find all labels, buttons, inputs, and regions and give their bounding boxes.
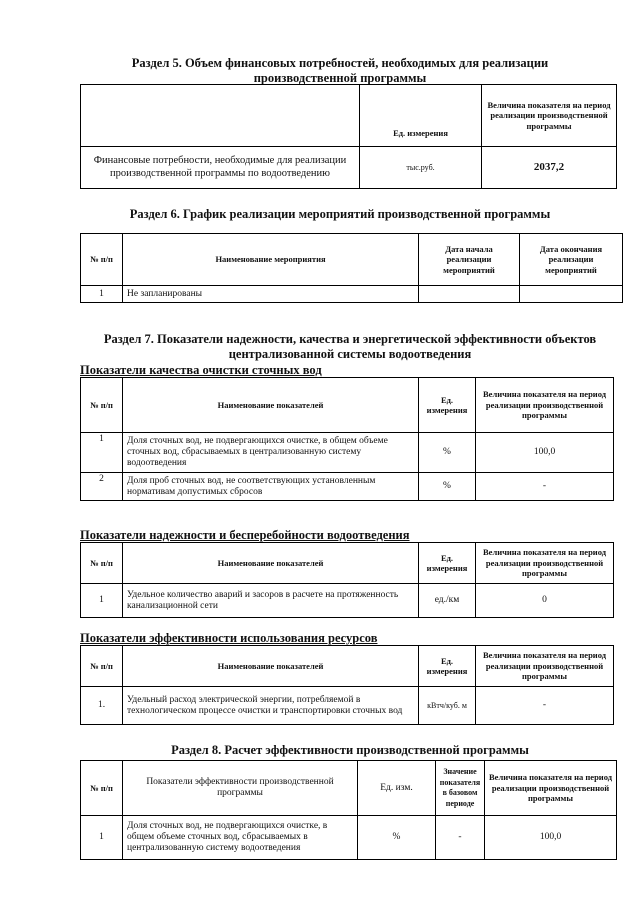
row-unit: ед./км bbox=[419, 584, 476, 618]
reliability-subtitle: Показатели надежности и бесперебойности водоотведения bbox=[80, 528, 410, 542]
row-value: 0 bbox=[476, 584, 614, 618]
financial-needs-table bbox=[80, 84, 617, 189]
row-unit: % bbox=[419, 473, 476, 501]
row-base: - bbox=[436, 816, 485, 860]
efficiency-calc-table bbox=[80, 760, 617, 860]
col-name-header: Наименование показателей bbox=[123, 543, 419, 584]
row-unit: кВтч/куб. м bbox=[419, 687, 476, 725]
col-value-header: Величина показателя на период реализации производственной программы bbox=[476, 378, 614, 433]
schedule-row-name: Не запланированы bbox=[123, 286, 419, 303]
col-value-header: Величина показателя на период реализации производственной программы bbox=[482, 85, 617, 147]
quality-subtitle: Показатели качества очистки сточных вод bbox=[80, 363, 322, 377]
financial-needs-name: Финансовые потребности, необходимые для реализации производственной программы по водоотведению bbox=[81, 147, 360, 189]
schedule-row-end bbox=[520, 286, 623, 303]
col-name-header: Наименование показателей bbox=[123, 378, 419, 433]
section-6-title: Раздел 6. График реализации мероприятий производственной программы bbox=[129, 207, 551, 221]
schedule-row-start bbox=[419, 286, 520, 303]
table-row bbox=[81, 687, 614, 725]
section-7-title bbox=[80, 332, 620, 362]
row-num: 1 bbox=[81, 584, 123, 618]
section-5-title bbox=[60, 56, 620, 86]
col-value-header: Величина показателя на период реализации производственной программы bbox=[476, 543, 614, 584]
col-name-header: Показатели эффективности производственной программы bbox=[123, 761, 358, 816]
col-name-header: Наименование показателей bbox=[123, 646, 419, 687]
financial-needs-value: 2037,2 bbox=[482, 147, 617, 189]
col-unit-header: Ед. измерения bbox=[419, 543, 476, 584]
col-unit-header: Ед. изм. bbox=[358, 761, 436, 816]
col-value-header: Величина показателя на период реализации производственной программы bbox=[485, 761, 617, 816]
col-value-header: Величина показателя на период реализации производственной программы bbox=[476, 646, 614, 687]
row-value: 100,0 bbox=[476, 433, 614, 473]
table-row bbox=[81, 584, 614, 618]
col-start-header: Дата начала реализации мероприятий bbox=[419, 234, 520, 286]
header-empty-cell bbox=[81, 85, 360, 147]
financial-needs-unit: тыс.руб. bbox=[360, 147, 482, 189]
row-name: Удельное количество аварий и засоров в расчете на протяженность канализационной сети bbox=[123, 584, 419, 618]
col-unit-header: Ед. измерения bbox=[419, 378, 476, 433]
row-name: Доля проб сточных вод, не соответствующих установленным нормативам допустимых сбросов bbox=[123, 473, 419, 501]
row-num: 1 bbox=[81, 433, 123, 473]
row-value: 100,0 bbox=[485, 816, 617, 860]
col-num-header: № п/п bbox=[81, 378, 123, 433]
col-num-header: № п/п bbox=[81, 646, 123, 687]
col-end-header: Дата окончания реализации мероприятий bbox=[520, 234, 623, 286]
reliability-table bbox=[80, 542, 614, 618]
schedule-table bbox=[80, 233, 623, 303]
col-unit-header: Ед. измерения bbox=[419, 646, 476, 687]
schedule-row-num: 1 bbox=[81, 286, 123, 303]
row-unit: % bbox=[358, 816, 436, 860]
row-num: 1. bbox=[81, 687, 123, 725]
section-5-title-line-2: производственной программы bbox=[253, 71, 427, 85]
row-num: 2 bbox=[81, 473, 123, 501]
quality-table bbox=[80, 377, 614, 501]
row-name: Доля сточных вод, не подвергающихся очистке, в общем объеме сточных вод, сбрасываемых в централизованную систему водоотведения bbox=[123, 433, 419, 473]
row-value: - bbox=[476, 687, 614, 725]
table-row bbox=[81, 816, 617, 860]
col-base-header: Значение показателя в базовом периоде bbox=[436, 761, 485, 816]
section-5-title-line-1: Раздел 5. Объем финансовых потребностей, необходимых для реализации bbox=[131, 56, 549, 70]
efficiency-table bbox=[80, 645, 614, 725]
section-7-title-line-2: централизованной системы водоотведения bbox=[228, 347, 472, 361]
row-unit: % bbox=[419, 433, 476, 473]
row-num: 1 bbox=[81, 816, 123, 860]
row-name: Удельный расход электрической энергии, потребляемой в технологическом процессе очистки и транспортировки сточных вод bbox=[123, 687, 419, 725]
col-unit-header: Ед. измерения bbox=[360, 85, 482, 147]
row-value: - bbox=[476, 473, 614, 501]
col-num-header: № п/п bbox=[81, 761, 123, 816]
table-row bbox=[81, 473, 614, 501]
row-name: Доля сточных вод, не подвергающихся очистке, в общем объеме сточных вод, сбрасываемых в централизованную систему водоотведения bbox=[123, 816, 358, 860]
section-8-title: Раздел 8. Расчет эффективности производственной программы bbox=[171, 743, 529, 757]
col-num-header: № п/п bbox=[81, 543, 123, 584]
table-row bbox=[81, 433, 614, 473]
efficiency-subtitle: Показатели эффективности использования ресурсов bbox=[80, 631, 378, 645]
section-7-title-line-1: Раздел 7. Показатели надежности, качества и энергетической эффективности объектов bbox=[103, 332, 597, 346]
col-num-header: № п/п bbox=[81, 234, 123, 286]
col-name-header: Наименование мероприятия bbox=[123, 234, 419, 286]
